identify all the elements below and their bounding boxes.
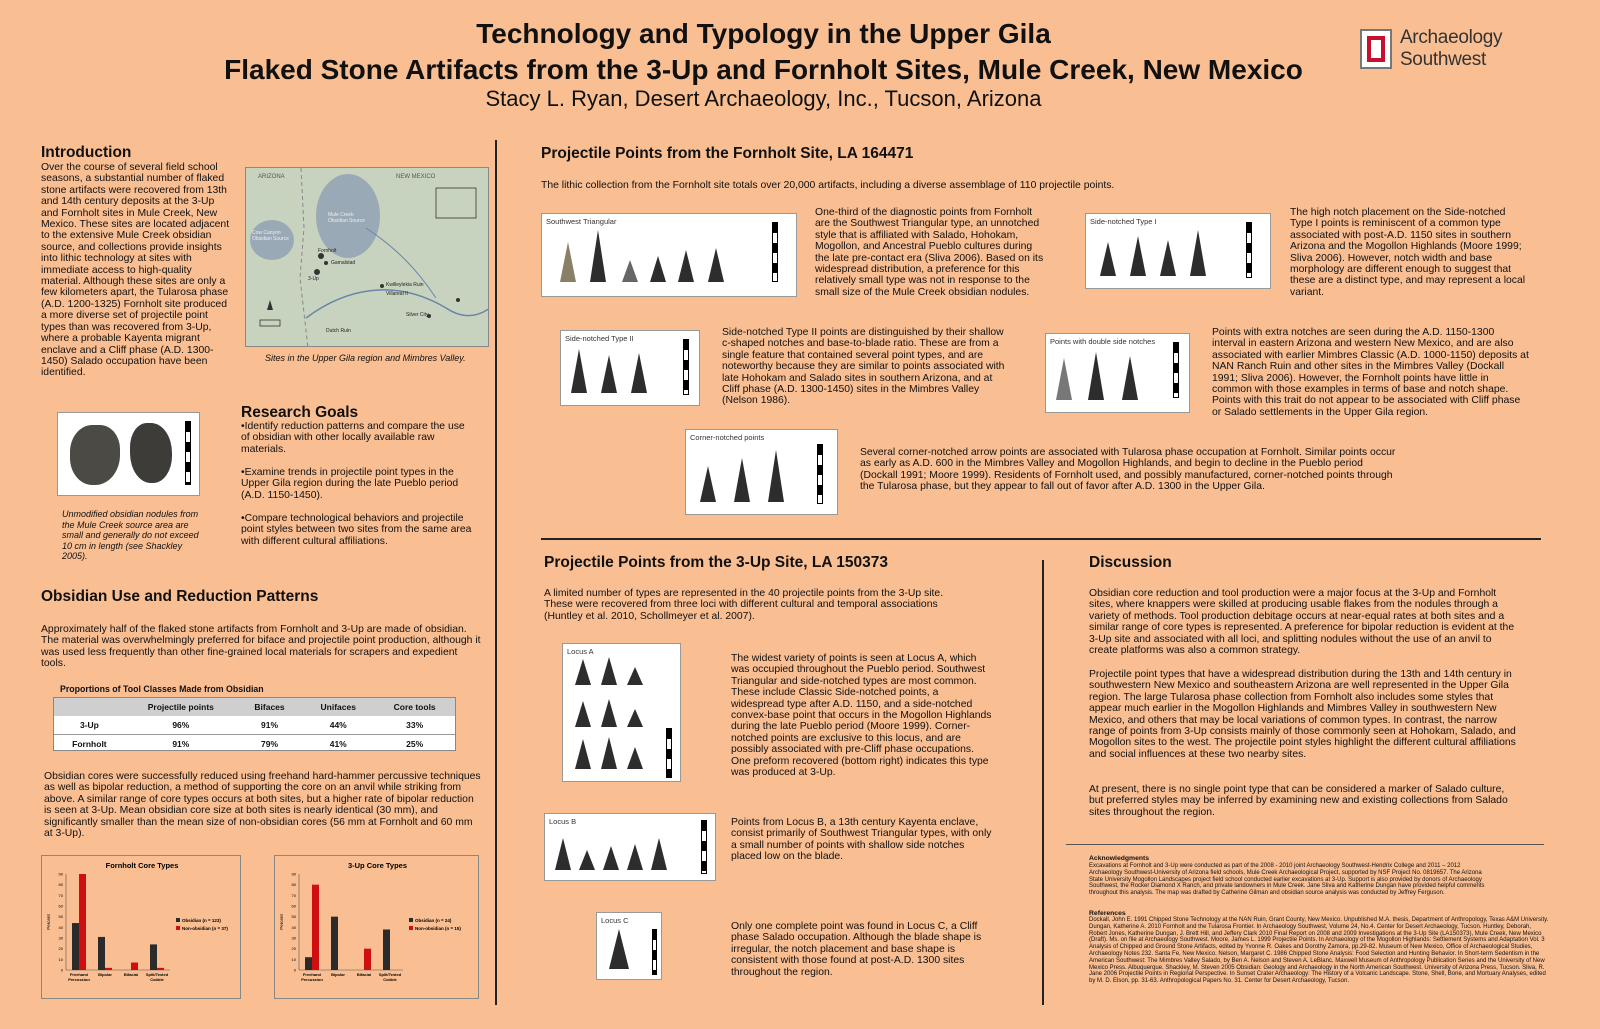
scale-bar-icon [185,421,191,485]
chart-y-tick: 70 [58,892,63,898]
obsidian-text-1: Approximately half of the flaked stone artifacts from Fornholt and 3-Up are made of obsidian. The material was overwhelmingly preferred for biface and projectile point production, although it was used less frequently than other fine-grained local materials for scrapers and expedient tools. [41,624,481,670]
threeup-core-chart [274,855,479,999]
point [560,242,576,282]
ack-heading: Acknowledgments [1089,855,1150,862]
locus-b-photo [544,813,716,881]
chart-x-tick: Bipolar [331,972,345,977]
locus-c-label: Locus C [601,916,629,925]
scale-bar-icon [652,929,657,975]
table-row [54,735,455,754]
threeup-heading: Projectile Points from the 3-Up Site, LA 150373 [544,554,888,571]
point [601,699,617,727]
fornholt-core-chart-svg [42,856,242,1000]
fornholt-core-chart [41,855,241,999]
refs-heading: References [1089,910,1126,917]
double-notch-label: Points with double side notches [1050,337,1156,346]
point [708,248,724,282]
point [1190,230,1206,276]
map-label-arizona: ARIZONA [258,174,285,180]
point [1130,236,1146,276]
chart-y-tick: 80 [58,882,63,888]
point [700,466,716,502]
chart-bar [364,949,371,970]
nodule-1 [70,425,120,485]
chart-bar [312,885,319,970]
chart-bar [150,944,157,970]
side-notched-1-photo [1085,213,1271,289]
side-notched-2-text: Side-notched Type II points are distinguished by their shallow c-shaped notches and base-to-blade ratio. These are from a single feature that contained several point types, and are noteworthy because they are similar to points associated with late Hohokam and Salado sites in southern Arizona, and at Cliff phase (A.D. 1300-1450) sites in the Mimbres Valley (Nelson 1986). [722,327,1005,407]
point [601,657,617,685]
sw-triangular-text: One-third of the diagnostic points from Fornholt are the Southwest Triangular type, an unnotched style that is affiliated with Salado, Hohokam, Mogollon, and Ancestral Pueblo cultures during the late pre-contact era (Sliva 2006). Based on its widespread distribution, a preference for this relatively small type was not in response to the small size of the Mule Creek obsidian nodules. [815,207,1044,298]
obsidian-nodules-photo [57,412,200,496]
chart-y-tick: 40 [291,924,296,930]
chart-legend-swatch [176,918,180,922]
locus-b-text: Points from Locus B, a 13th century Kayenta enclave, consist primarily of Southwest Triangular types, with only a small number of points with shallow side notches placed low on the blade. [731,817,992,863]
chart-y-tick: 30 [58,935,63,941]
side-notched-1-label: Side-notched Type I [1090,217,1157,226]
chart-x-tick: Cobble [383,977,397,982]
table-header: Unifaces [320,702,356,712]
ack-text: Excavations at Fornholt and 3-Up were conducted as part of the 2008 - 2010 joint Archaeology Southwest-Hendrix College and 2011 – 2012 Archaeology Southwest-University of Arizona field schools, Mule Creek Archaeological Project, supported by NSF Project No. 0819657. The Arizona State University Mogollon Landscapes project field school conducted earlier excavations at 3-Up. Support is also provided by donors of Archaeology Southwest, the Rocker Diamond X Ranch, and private landowners in Mule Creek. Jane Sliva and Katherine Dungan have provided helpful comments throughout this analysis. The map was drafted by Catherine Gilman and obsidian source analysis was conducted by Jeffrey Ferguson. [1089,863,1485,897]
chart-legend-label: Obsidian (n = 123) [182,918,221,923]
scale-bar-icon [1173,342,1179,398]
chart-title: 3-Up Core Types [347,861,408,870]
obsidian-heading: Obsidian Use and Reduction Patterns [41,588,319,605]
intro-heading: Introduction [41,144,132,161]
map-label-gamalstad: Gamalstad [331,260,356,266]
point [575,701,591,727]
chart-y-tick: 0 [293,967,296,973]
chart-ylabel: Percent [279,914,284,930]
table-cell: 41% [329,739,347,749]
table-header: Projectile points [147,702,214,712]
chart-x-tick: Bifacial [123,972,139,977]
point [631,353,647,393]
point [627,667,643,685]
map-caption: Sites in the Upper Gila region and Mimbres Valley. [265,353,466,363]
chart-y-tick: 50 [58,914,63,920]
chart-legend-swatch [409,918,413,922]
scale-bar-icon [666,728,672,778]
table-cell: 33% [406,720,424,730]
chart-x-tick: Split/Tested [145,972,169,977]
threeup-core-chart-svg [275,856,480,1000]
archaeology-southwest-logo [1360,28,1580,70]
chart-x-tick: Bipolar [98,972,112,977]
point [601,737,617,769]
point [1088,352,1104,400]
locus-a-photo [562,643,681,782]
point [678,250,694,282]
point [601,355,617,393]
point [651,838,667,870]
chart-x-tick: Freehand [302,972,322,977]
nodule-2 [130,423,172,483]
research-goal-3: •Compare technological behaviors and projectile point styles between two sites from the same area with different cultural affiliations. [241,513,472,547]
chart-y-tick: 0 [60,967,63,973]
chart-y-tick: 20 [291,946,296,952]
chart-bar [157,968,164,970]
chart-y-tick: 60 [58,903,63,909]
scale-bar-icon [772,222,778,282]
chart-y-tick: 90 [58,871,63,877]
map-label-new-mexico: NEW MEXICO [396,174,436,180]
logo-mark-icon [1360,29,1392,69]
point [590,230,606,282]
obsidian-table [53,697,456,751]
table-header [54,698,125,716]
chart-x-tick: Freehand [69,972,89,977]
chart-x-tick: Bifacial [356,972,372,977]
point [622,260,638,282]
scale-bar-icon [683,339,689,395]
side-notched-1-text: The high notch placement on the Side-notched Type I points is reminiscent of a common type associated with post-A.D. 1150 sites in southern Arizona and the Mogollon Highlands (Moore 1999; Sliva 2006). However, notch width and base morphology are different enough to suggest that these are a distinct type, and may represent a local variant. [1290,207,1526,298]
refs-text: Dockall, John E. 1991 Chipped Stone Technology at the NAN Ruin, Grant County, New Mexico. Unpublished M.A. thesis, Department of Anthropology, Texas A&M University. Dungan, Katherine A. 2010 Fornholt and the Tularosa Frontier. In Archaeology Southwest, Volume 24, No.4. Center for Desert Archaeology, Tucson. Huntley, Deborah, Robert Jones, Katherine Dungan, J. Brett Hill, and Jeffery Clark 2010 Final Report on 2008 and 2009 Investigations at the 3-Up Site (LA150373), Mule Creek, New Mexico (Draft). Ms. on file at Archaeology Southwest. Moore, James L. 1999 Projectile Points. In Archaeology of the Mogollon Highlands: Settlement Systems and Adaptation Vol. 3 Analysis of Chipped and Ground Stone Artifacts, edited by Yvonne R. Oakes and Dorothy Zamora, pp.29-82. Museum of New Mexico, Office of Archaeological Studies, Archaeology Notes 232. Santa Fe, New Mexico. Nelson, Margaret C. 1986 Chipped Stone Analysis: Food Selection and Hunting Behavior. In Short-term Sedentism in the American Southwest: The Mimbres Valley Salado, by Ben A. Nelson and Steven A. LeBlanc. Maxwell Museum of Anthropology Publication Series and the University of New Mexico Press. Albuquerque. Shackley, M. Steven 2005 Obsidian: Geology and Archaeology in the North American Southwest. University of Arizona Press, Tucson. Sliva, R. Jane 2006 Projectile Points in Regional Perspective. In Sunset Crater Archaeology: The History of a Volcanic Landscape. Stone, Shell, Bone, and Mortuary Analyses, edited by M. D. Elson, pp. 31-63. Anthropological Papers No. 31. Center for Desert Archaeology, Tucson. [1089,917,1549,985]
fornholt-intro: The lithic collection from the Fornholt site totals over 20,000 artifacts, including a diverse assemblage of 110 projectile points. [541,180,1115,191]
side-notched-2-photo [560,330,700,406]
scale-bar-icon [1246,222,1252,278]
chart-x-tick: Percussion [68,977,90,982]
map-label-dutch-ruin: Dutch Ruin [326,328,351,334]
map-label-3up: 3-Up [308,276,319,282]
point [603,846,619,870]
chart-y-tick: 90 [291,871,296,877]
logo-text: Archaeology Southwest [1399,27,1503,70]
ack-divider [1066,844,1544,845]
point [555,838,571,870]
locus-a-text: The widest variety of points is seen at Locus A, which was occupied throughout the Pueblo period. Southwest Triangular and side-notched types are most common. These include Classic Side-notched points, a widespread type after A.D. 1150, and a side-notched convex-base point that occurs in the Mogollon Highlands during the late Pueblo period (Moore 1999). Corner-notched points are exclusive to this locus, and are possibly associated with pre-Cliff phase occupations. One preform recovered (bottom right) indicates this type was produced at 3-Up. [731,653,992,779]
map-label-fornholt: Fornholt [318,248,337,254]
table-header: Core tools [393,702,436,712]
scale-bar-icon [701,820,707,874]
table-cell: 79% [261,739,279,749]
chart-y-tick: 50 [291,914,296,920]
nodule-caption: Unmodified obsidian nodules from the Mule Creek source area are small and generally do not exceed 10 cm in length (see Shackley 2005). [62,509,199,561]
point [571,349,587,393]
research-heading: Research Goals [241,404,359,421]
chart-x-tick: Percussion [301,977,323,982]
poster-title: Technology and Typology in the Upper Gila [476,18,1051,49]
threeup-intro: A limited number of types are represented in the 40 projectile points from the 3-Up site. These were recovered from three loci with different cultural and temporal associations (Huntley et al. 2010, Schollmeyer et al. 2007). [544,588,944,622]
point [734,458,750,502]
research-goal-2: •Examine trends in projectile point types in the Upper Gila region during the late Pueblo period (A.D. 1150-1450). [241,467,459,501]
locus-c-photo [596,912,662,980]
sw-triangular-label: Southwest Triangular [546,217,617,226]
chart-bar [105,968,112,970]
point [627,709,643,727]
sw-triangular-photo [541,213,797,297]
double-notch-photo [1045,333,1190,413]
locus-c-text: Only one complete point was found in Locus C, a Cliff phase Salado occupation. Although the blade shape is irregular, the notch placement and base shape is consistent with those found at post-A.D. 1300 sites throughout the region. [731,921,982,978]
map-label-kwilleylekia: Kwilleylekia Ruin [386,282,424,288]
chart-title: Fornholt Core Types [105,861,179,870]
discussion-p2: Projectile point types that have a widespread distribution during the 13th and 14th century in southwestern New Mexico and southeastern Arizona are well represented in the Upper Gila region. The large Tularosa phase collection from Fornholt also includes some styles that appear much earlier in the Mogollon Highlands and Mimbres Valley in southwestern New Mexico, and others that may be local variations of common types. In contrast, the narrow range of points from 3-Up consists mainly of those commonly seen at Hohokam, Salado, and Mogollon sites to the west. The projectile point styles highlight the different cultural affiliations and social influences at these two nearby sites. [1089,669,1516,760]
discussion-heading: Discussion [1089,554,1172,571]
chart-y-tick: 30 [291,935,296,941]
chart-y-tick: 40 [58,924,63,930]
poster-author: Stacy L. Ryan, Desert Archaeology, Inc., Tucson, Arizona [485,86,1042,111]
locus-a-label: Locus A [567,647,594,656]
side-notched-2-label: Side-notched Type II [565,334,634,343]
chart-legend-swatch [409,926,413,930]
chart-bar [79,874,86,970]
section-divider [541,538,1541,540]
table-cell: 91% [172,739,190,749]
chart-x-tick: Split/Tested [378,972,402,977]
chart-legend-swatch [176,926,180,930]
table-cell: Fornholt [72,739,107,749]
chart-y-tick: 60 [291,903,296,909]
chart-y-tick: 70 [291,892,296,898]
locus-b-label: Locus B [549,817,577,826]
point [627,844,643,870]
chart-ylabel: Percent [46,914,51,930]
discussion-p3: At present, there is no single point type that can be considered a marker of Salado culture, but preferred styles may be inferred by examining new and existing collections from Salado sites throughout the region. [1089,784,1508,818]
corner-notched-photo [685,429,838,515]
chart-bar [131,963,138,970]
chart-x-tick: Cobble [150,977,164,982]
chart-legend-label: Obsidian (n = 24) [415,918,452,923]
table-header: Bifaces [254,702,285,712]
table-cell: 91% [261,720,279,730]
double-notch-text: Points with extra notches are seen during the A.D. 1150-1300 interval in eastern Arizona and western New Mexico, and are also associated with earlier Mimbres Classic (A.D. 1000-1150) deposits at NAN Ranch Ruin and other sites in the Mimbres Valley (Dockall 1991; Sliva 2006). However, the Fornholt points have little in common with those examples in terms of base and notch shape. Points with this trait do not appear to be associated with Cliff phase or Salado settlements in the Upper Gila region. [1212,327,1529,418]
chart-y-tick: 80 [291,882,296,888]
scale-bar-icon [817,444,823,504]
region-map [245,167,489,347]
point [609,929,629,969]
point [1122,356,1138,400]
table-cell: 25% [406,739,424,749]
chart-bar [72,923,79,970]
table-row [54,716,455,735]
table-cell: 96% [172,720,190,730]
point [1056,358,1072,400]
right-column-divider [1042,560,1044,1005]
map-label-villareal: Villareal II [386,291,408,297]
point [1100,242,1116,276]
chart-y-tick: 20 [58,946,63,952]
corner-notched-text: Several corner-notched arrow points are associated with Tularosa phase occupation at Fornholt. Similar points occur as early as A.D. 600 in the Mimbres Valley and Mogollon Highlands, and begin to decline in the Pueblo period (Dockall 1991; Moore 1999). Residents of Fornholt used, and possibly manufactured, corner-notched points through the Tularosa phase, but they appear to fall out of favor after A.D. 1300 in the Upper Gila. [860,447,1396,493]
chart-bar [98,937,105,970]
intro-text: Over the course of several field school seasons, a substantial number of flaked stone artifacts were recovered from 13th and 14th century deposits at the 3-Up and Fornholt sites in Mule Creek, New Mexico. These sites are located adjacent to the extensive Mule Creek obsidian source, and collections provide insights into lithic technology at sites with immediate access to high-quality material. Although these sites are only a few kilometers apart, the Tularosa phase (A.D. 1200-1325) Fornholt site produced a more diverse set of projectile point types than was recovered from 3-Up, where a probable Kayenta migrant enclave and a Cliff phase (A.D. 1300-1450) Salado occupation have been identified. [41,162,230,379]
point [1160,240,1176,276]
point [575,659,591,685]
point [575,739,591,769]
map-label-mule-creek: Mule Creek Obsidian Source [328,212,365,224]
chart-y-tick: 10 [58,956,63,962]
point [627,747,643,769]
research-goal-1: •Identify reduction patterns and compare the use of obsidian with other locally available raw materials. [241,421,465,455]
fornholt-heading: Projectile Points from the Fornholt Site, LA 164471 [541,145,914,162]
discussion-p1: Obsidian core reduction and tool production were a major focus at the 3-Up and Fornholt sites, where knappers were skilled at producing usable flakes from the nodules through a variety of methods. Tool production debitage occurs at near-equal rates at both sites and a similar range of core types is represented. A preference for bipolar reduction is evident at the 3-Up site and associated with all loci, and splitting nodules without the use of an anvil to create platforms was also a common strategy. [1089,588,1515,657]
table-cell: 44% [329,720,347,730]
map-label-silver-city: Silver City [406,312,429,318]
chart-bar [305,957,312,970]
point [768,450,784,502]
corner-notched-label: Corner-notched points [690,433,765,442]
map-label-cow-canyon: Cow Canyon Obsidian Source [252,230,289,242]
chart-legend-label: Non-obsidian (n = 15) [415,926,461,931]
point [650,256,666,282]
table-title: Proportions of Tool Classes Made from Obsidian [60,684,264,694]
chart-legend-label: Non-obsidian (n = 37) [182,926,228,931]
chart-bar [383,929,390,970]
poster-subtitle: Flaked Stone Artifacts from the 3-Up and Fornholt Sites, Mule Creek, New Mexico [224,54,1303,85]
chart-y-tick: 10 [291,956,296,962]
table-cell: 3-Up [79,720,99,730]
obsidian-text-2: Obsidian cores were successfully reduced using freehand hard-hammer percussive techniques as well as bipolar reduction, a method of supporting the core on an anvil while striking from above. A similar range of core types occurs at both sites, but a higher rate of bipolar reduction is seen at 3-Up. Mean obsidian core size at both sites is nearly identical (30 mm), and significantly smaller than the mean size of non-obsidian cores (56 mm at Fornholt and 60 mm at 3-Up). [44,771,481,840]
left-column-divider [495,140,497,1005]
point [579,850,595,870]
chart-bar [331,917,338,970]
